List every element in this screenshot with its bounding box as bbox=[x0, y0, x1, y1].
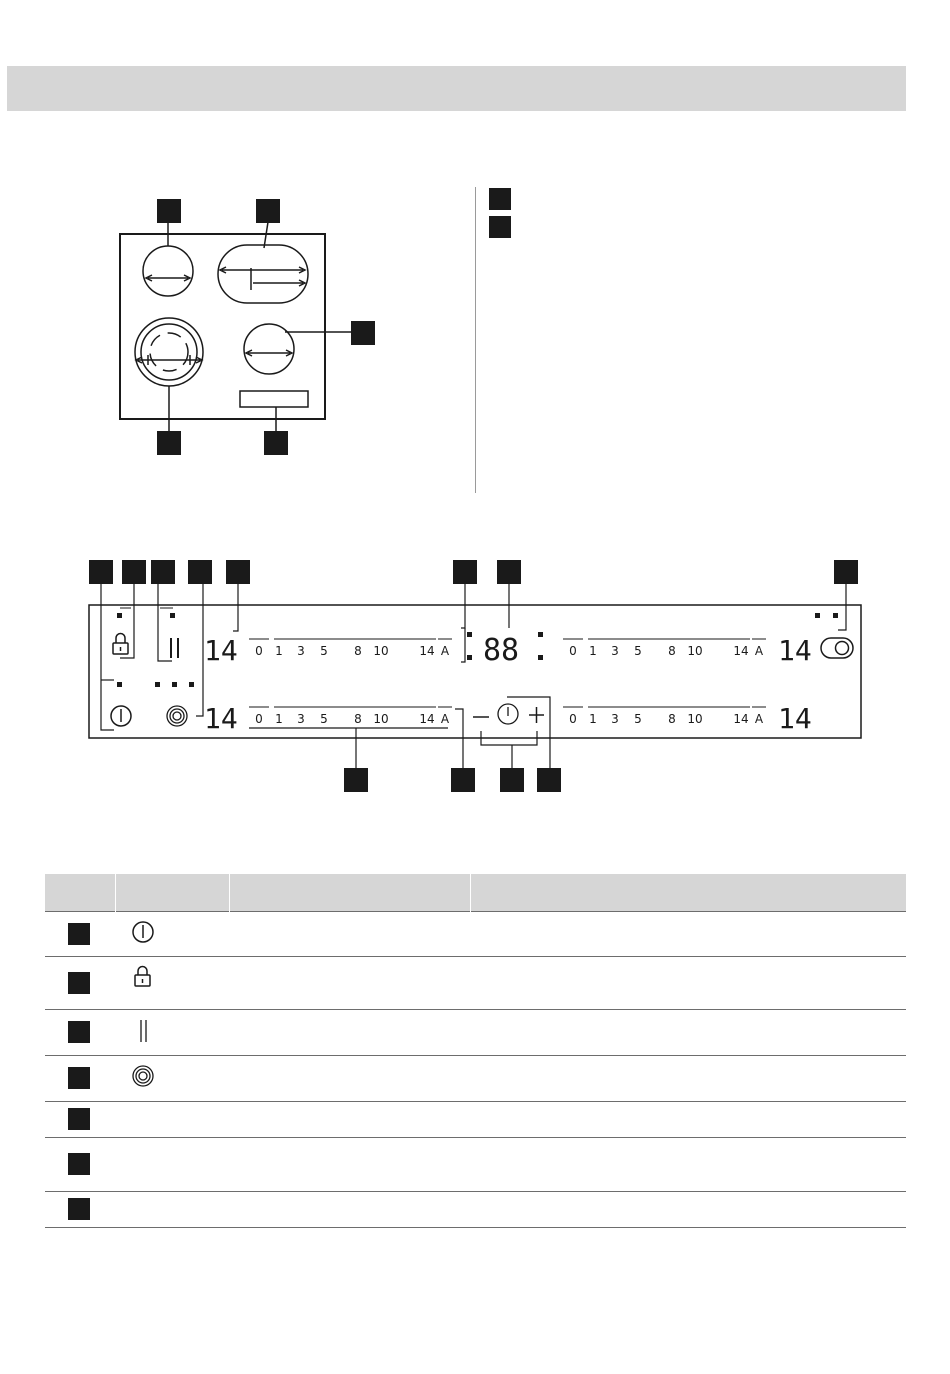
scale-tick-label: 0 bbox=[569, 712, 577, 726]
scale-tick-label: 8 bbox=[668, 644, 676, 658]
scale-tick-label: 8 bbox=[354, 644, 362, 658]
table-header-cell bbox=[45, 874, 116, 911]
row-description bbox=[471, 911, 907, 956]
scale-tick-label: 10 bbox=[687, 644, 703, 658]
row-description bbox=[471, 1191, 907, 1227]
table-header-cell bbox=[116, 874, 230, 911]
scale-tick-label: A bbox=[440, 712, 450, 726]
scale-tick-label: 0 bbox=[569, 644, 577, 658]
power-icon bbox=[111, 706, 131, 726]
table-row bbox=[45, 1055, 906, 1101]
row-function bbox=[230, 956, 471, 1009]
scale-tick-label: 10 bbox=[687, 712, 703, 726]
toggle-icon bbox=[821, 638, 853, 658]
scale-tick-label: 8 bbox=[354, 712, 362, 726]
lock-icon bbox=[131, 965, 159, 993]
row-number-box bbox=[68, 923, 90, 945]
pause-icon bbox=[171, 638, 178, 658]
scale-tick-label: A bbox=[754, 712, 764, 726]
heat-display: 14 bbox=[778, 634, 812, 667]
table-header-cell bbox=[230, 874, 471, 911]
timer-clock-icon bbox=[498, 704, 518, 724]
scale-tick-label: 1 bbox=[275, 644, 283, 658]
row-number-box bbox=[68, 1198, 90, 1220]
scale-tick-label: 1 bbox=[589, 712, 597, 726]
row-description bbox=[471, 1009, 907, 1055]
row-function bbox=[230, 911, 471, 956]
function-table bbox=[45, 874, 906, 1228]
power-scale bbox=[563, 639, 766, 658]
scale-tick-label: 10 bbox=[373, 644, 389, 658]
heat-display: 14 bbox=[204, 634, 238, 667]
table-row bbox=[45, 1009, 906, 1055]
row-function bbox=[230, 1009, 471, 1055]
row-function bbox=[230, 1137, 471, 1191]
timer-display: 88 bbox=[483, 633, 520, 668]
scale-tick-label: 5 bbox=[320, 644, 328, 658]
table-row bbox=[45, 1137, 906, 1191]
table-header-cell bbox=[471, 874, 907, 911]
row-function bbox=[230, 1191, 471, 1227]
table-row bbox=[45, 1101, 906, 1137]
scale-tick-label: 0 bbox=[255, 644, 263, 658]
table-row bbox=[45, 911, 906, 956]
scale-tick-label: 14 bbox=[419, 712, 435, 726]
scale-tick-label: 14 bbox=[733, 712, 749, 726]
scale-tick-label: 5 bbox=[320, 712, 328, 726]
scale-tick-label: 3 bbox=[297, 644, 305, 658]
scale-tick-label: A bbox=[754, 644, 764, 658]
scale-tick-label: 3 bbox=[611, 712, 619, 726]
power-scale bbox=[249, 639, 452, 658]
table-row bbox=[45, 956, 906, 1009]
power-scale bbox=[563, 707, 766, 726]
row-description bbox=[471, 1137, 907, 1191]
scale-tick-label: 1 bbox=[275, 712, 283, 726]
row-description bbox=[471, 1055, 907, 1101]
pause-icon bbox=[131, 1018, 159, 1046]
power-scale bbox=[249, 707, 452, 726]
scale-tick-label: 14 bbox=[733, 644, 749, 658]
zone-ring-icon bbox=[131, 1064, 159, 1092]
scale-tick-label: A bbox=[440, 644, 450, 658]
row-description bbox=[471, 956, 907, 1009]
table-row bbox=[45, 1191, 906, 1227]
timer-plus bbox=[529, 707, 544, 723]
row-number-box bbox=[68, 1021, 90, 1043]
row-number-box bbox=[68, 1108, 90, 1130]
zone-ring-icon bbox=[167, 706, 187, 726]
scale-tick-label: 5 bbox=[634, 712, 642, 726]
lock-icon bbox=[113, 634, 128, 654]
scale-tick-label: 1 bbox=[589, 644, 597, 658]
row-function bbox=[230, 1055, 471, 1101]
scale-tick-label: 0 bbox=[255, 712, 263, 726]
scale-tick-label: 3 bbox=[611, 644, 619, 658]
heat-display: 14 bbox=[204, 702, 238, 735]
row-number-box bbox=[68, 1153, 90, 1175]
heat-display: 14 bbox=[778, 702, 812, 735]
scale-tick-label: 10 bbox=[373, 712, 389, 726]
row-number-box bbox=[68, 1067, 90, 1089]
scale-tick-label: 3 bbox=[297, 712, 305, 726]
power-icon bbox=[131, 920, 159, 948]
row-description bbox=[471, 1101, 907, 1137]
row-number-box bbox=[68, 972, 90, 994]
row-function bbox=[230, 1101, 471, 1137]
scale-tick-label: 8 bbox=[668, 712, 676, 726]
scale-tick-label: 5 bbox=[634, 644, 642, 658]
scale-tick-label: 14 bbox=[419, 644, 435, 658]
